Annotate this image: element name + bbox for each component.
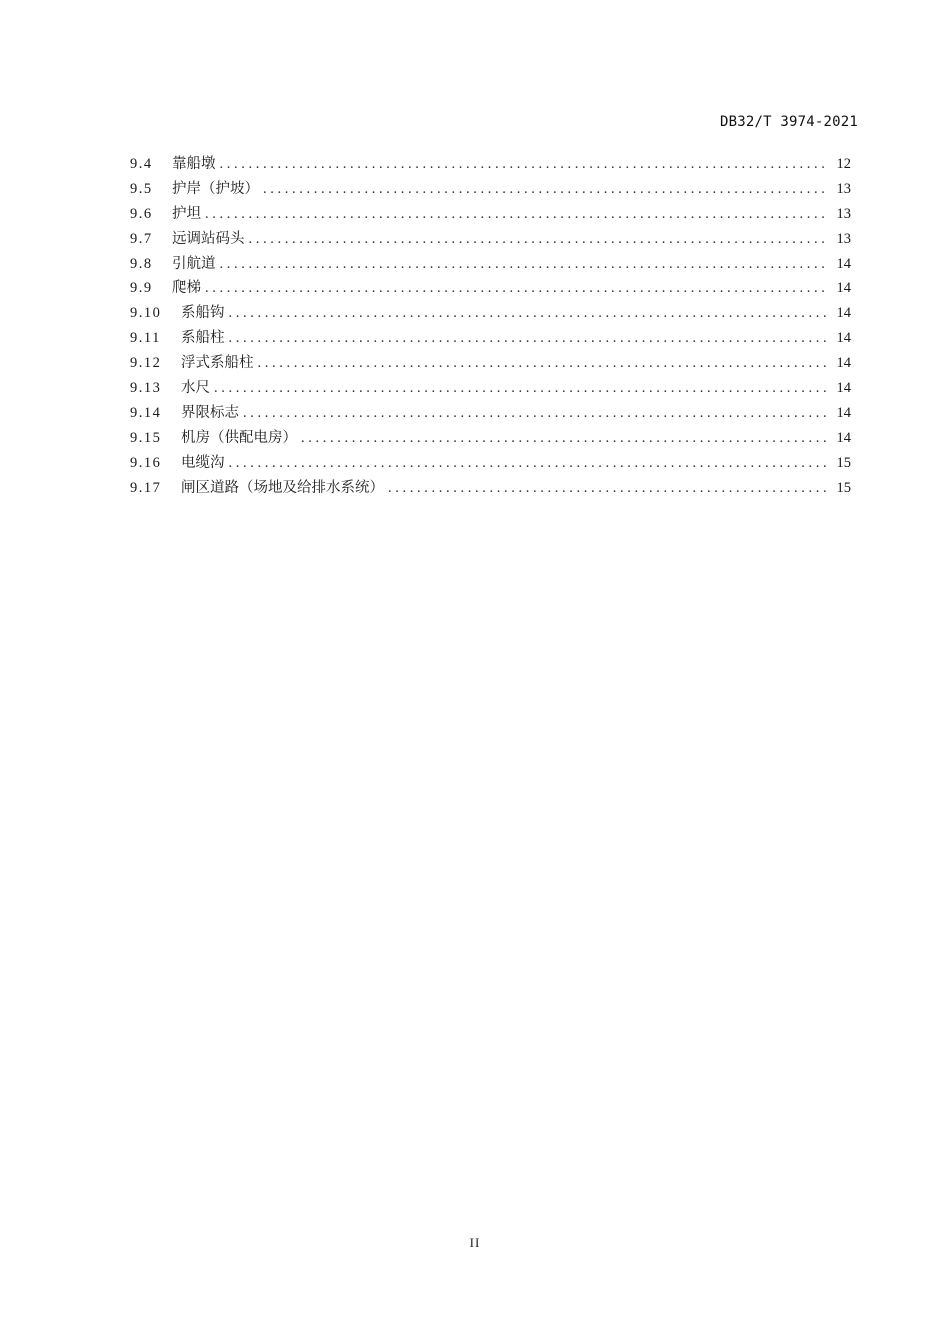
toc-entry-page: 14	[836, 330, 851, 347]
toc-entry[interactable]	[130, 152, 851, 177]
toc-entry[interactable]	[130, 177, 851, 202]
toc-entry-page: 13	[836, 230, 851, 247]
toc-entry-title: 系船柱	[181, 330, 225, 347]
toc-dot-leader	[229, 305, 830, 322]
toc-entry-title: 引航道	[172, 255, 216, 272]
toc-entry-title: 电缆沟	[181, 454, 225, 471]
toc-entry[interactable]	[130, 426, 851, 451]
toc-entry-title: 机房（供配电房）	[181, 429, 297, 446]
toc-entry-page: 13	[836, 180, 851, 197]
toc-entry-number: 9.16	[130, 454, 162, 471]
toc-entry-number: 9.6	[130, 205, 153, 222]
toc-entry-page: 13	[836, 205, 851, 222]
toc-entry[interactable]	[130, 476, 851, 501]
toc-entry[interactable]	[130, 326, 851, 351]
toc-entry-page: 12	[836, 156, 851, 172]
toc-entry-title: 护岸（护坡）	[172, 180, 259, 197]
toc-dot-leader	[229, 455, 830, 472]
toc-entry[interactable]	[130, 202, 851, 227]
toc-dot-leader	[388, 480, 829, 497]
toc-dot-leader	[205, 206, 829, 223]
toc-entry-title: 系船钩	[181, 305, 225, 322]
toc-dot-leader	[220, 156, 830, 173]
toc-dot-leader	[220, 256, 830, 273]
toc-entry[interactable]	[130, 301, 851, 326]
toc-entry-title: 靠船墩	[172, 156, 216, 172]
toc-entry[interactable]	[130, 276, 851, 301]
toc-entry-page: 14	[836, 404, 851, 421]
toc-entry-number: 9.7	[130, 230, 153, 247]
toc-entry-number: 9.17	[130, 479, 162, 496]
toc-entry-title: 爬梯	[172, 280, 201, 297]
toc-entry-page: 14	[836, 355, 851, 372]
toc-entry-page: 14	[836, 280, 851, 297]
toc-entry-number: 9.4	[130, 156, 153, 172]
table-of-contents	[130, 152, 851, 500]
toc-entry-number: 9.14	[130, 404, 162, 421]
toc-entry-title: 界限标志	[181, 404, 239, 421]
toc-entry-number: 9.9	[130, 280, 153, 297]
toc-dot-leader	[263, 181, 829, 198]
toc-entry-page: 14	[836, 380, 851, 397]
toc-entry[interactable]	[130, 351, 851, 376]
toc-entry-number: 9.5	[130, 180, 153, 197]
toc-dot-leader	[205, 280, 829, 297]
toc-entry-number: 9.10	[130, 305, 162, 322]
toc-entry-page: 14	[836, 429, 851, 446]
toc-entry-title: 闸区道路（场地及给排水系统）	[181, 479, 384, 496]
toc-entry-number: 9.11	[130, 330, 161, 347]
toc-entry-page: 15	[836, 454, 851, 471]
document-code-header: DB32/T 3974-2021	[719, 114, 858, 130]
toc-entry-number: 9.15	[130, 429, 162, 446]
toc-entry-page: 15	[836, 479, 851, 496]
toc-entry-number: 9.12	[130, 355, 162, 372]
toc-entry[interactable]	[130, 451, 851, 476]
toc-dot-leader	[214, 380, 829, 397]
toc-entry-page: 14	[836, 255, 851, 272]
toc-dot-leader	[229, 330, 830, 347]
toc-dot-leader	[258, 355, 830, 372]
toc-dot-leader	[243, 405, 829, 422]
toc-entry-title: 远调站码头	[172, 230, 245, 247]
page-number-footer: II	[469, 1235, 481, 1250]
toc-entry-number: 9.8	[130, 255, 153, 272]
toc-entry[interactable]	[130, 376, 851, 401]
toc-entry-title: 水尺	[181, 380, 210, 397]
toc-entry-page: 14	[836, 305, 851, 322]
toc-entry[interactable]	[130, 401, 851, 426]
toc-entry-number: 9.13	[130, 380, 162, 397]
toc-entry[interactable]	[130, 227, 851, 252]
toc-dot-leader	[301, 430, 829, 447]
toc-entry[interactable]	[130, 252, 851, 277]
toc-dot-leader	[249, 231, 830, 248]
toc-entry-title: 浮式系船柱	[181, 355, 254, 372]
toc-entry-title: 护坦	[172, 205, 201, 222]
